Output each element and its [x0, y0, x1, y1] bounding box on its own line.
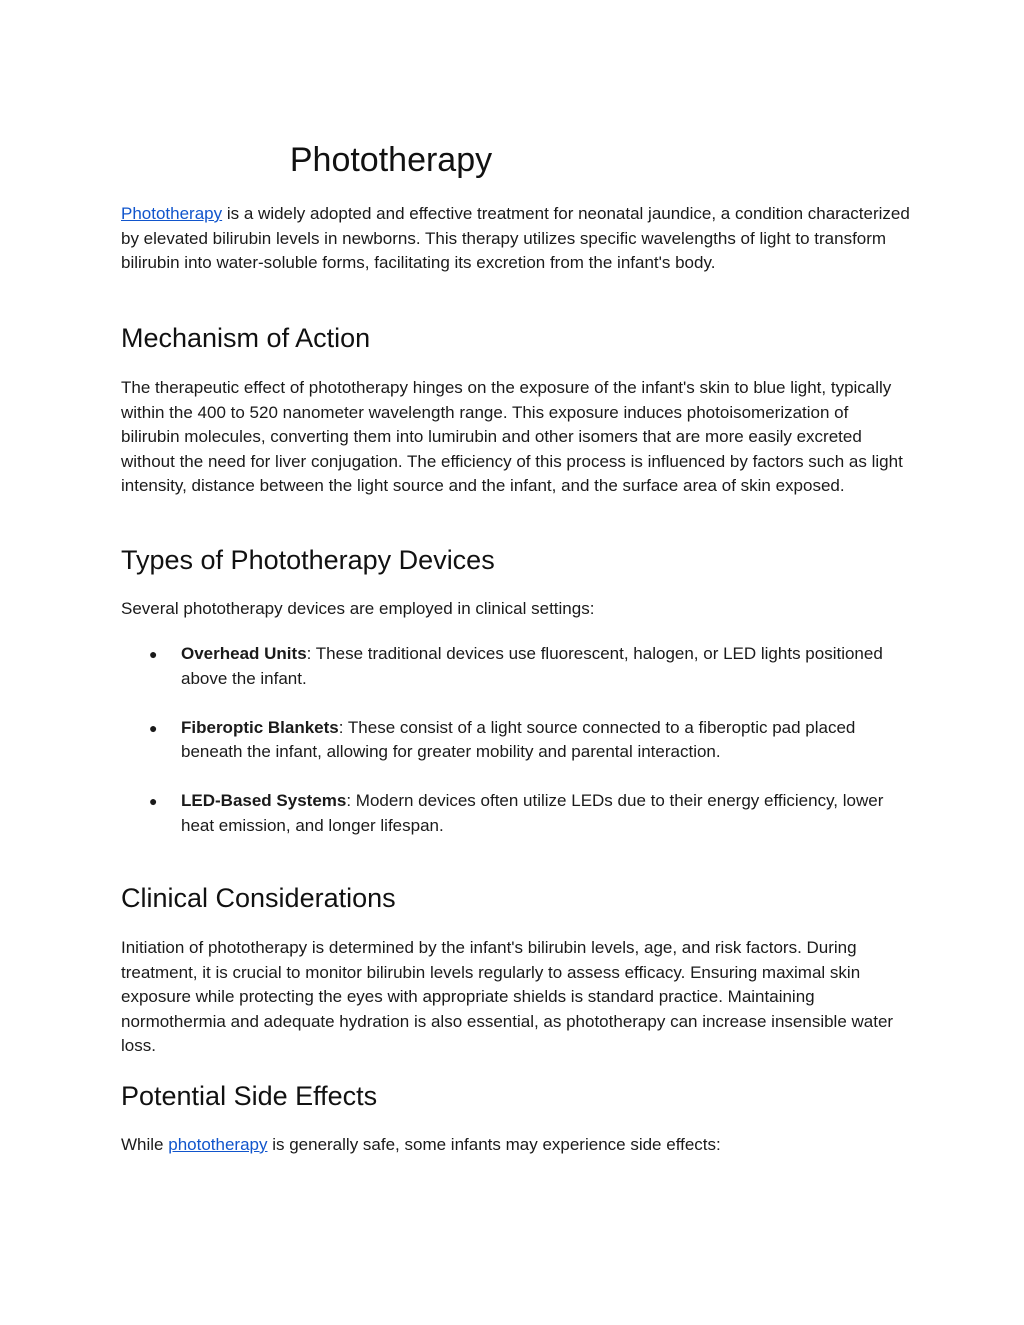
device-name: LED-Based Systems [181, 791, 347, 810]
intro-text: is a widely adopted and effective treatment for neonatal jaundice, a condition characterized by elevated bilirubin levels in newborns. This therapy utilizes specific wavelengths of light to transform bilirubin into water-soluble forms, facilitating its excretion from the infant's body. [121, 204, 910, 272]
side-effects-text-after: is generally safe, some infants may experience side effects: [267, 1135, 721, 1154]
intro-paragraph [121, 202, 911, 276]
bullet-icon: ● [149, 719, 158, 736]
bullet-icon: ● [149, 793, 158, 809]
clinical-section [121, 881, 911, 915]
list-item [121, 642, 911, 691]
side-effects-section [121, 1079, 911, 1113]
side-effects-heading: Potential Side Effects [121, 1081, 378, 1111]
phototherapy-link[interactable]: phototherapy [168, 1135, 268, 1154]
device-description: : Modern devices often utilize LEDs due to their energy efficiency, lower heat emission, and longer lifespan. [181, 791, 884, 835]
mechanism-paragraph [121, 376, 911, 499]
list-item [121, 716, 911, 765]
device-name: Fiberoptic Blankets [181, 717, 339, 737]
devices-intro-paragraph [121, 597, 911, 622]
device-name: Overhead Units [181, 644, 307, 663]
page-title: Phototherapy [289, 141, 493, 179]
mechanism-section [121, 321, 911, 355]
mechanism-heading: Mechanism of Action [121, 323, 371, 353]
clinical-text: Initiation of phototherapy is determined by the infant's bilirubin levels, age, and risk factors. During treatment, it is crucial to monitor bilirubin levels regularly to assess efficacy. Ensuring maximal skin exposure while protecting the eyes with appropriate shields is standard practice. Maintaining normothermia and adequate hydration is also essential, as phototherapy can increase insensible water loss. [121, 938, 894, 1055]
devices-section [121, 543, 911, 577]
device-description: : These traditional devices use fluorescent, halogen, or LED lights positioned above the infant. [181, 644, 883, 688]
device-description: : These consist of a light source connected to a fiberoptic pad placed beneath the infant, allowing for greater mobility and parental interaction. [181, 717, 856, 761]
clinical-heading: Clinical Considerations [121, 883, 396, 913]
mechanism-text: The therapeutic effect of phototherapy hinges on the exposure of the infant's skin to blue light, typically within the 400 to 520 nanometer wavelength range. This exposure induces photoisomerization of bilirubin molecules, converting them into lumirubin and other isomers that are more easily excreted without the need for liver conjugation. The efficiency of this process is influenced by factors such as light intensity, distance between the light source and the infant, and the surface area of skin exposed. [121, 378, 903, 495]
side-effects-text-before: While [121, 1135, 169, 1154]
devices-heading: Types of Phototherapy Devices [121, 545, 495, 575]
devices-list [121, 642, 911, 863]
bullet-icon: ● [149, 646, 158, 662]
clinical-paragraph [121, 936, 911, 1059]
list-item [121, 789, 911, 838]
side-effects-paragraph [121, 1133, 911, 1158]
phototherapy-link[interactable]: Phototherapy [121, 204, 223, 223]
devices-intro-text: Several phototherapy devices are employed in clinical settings: [121, 599, 595, 618]
